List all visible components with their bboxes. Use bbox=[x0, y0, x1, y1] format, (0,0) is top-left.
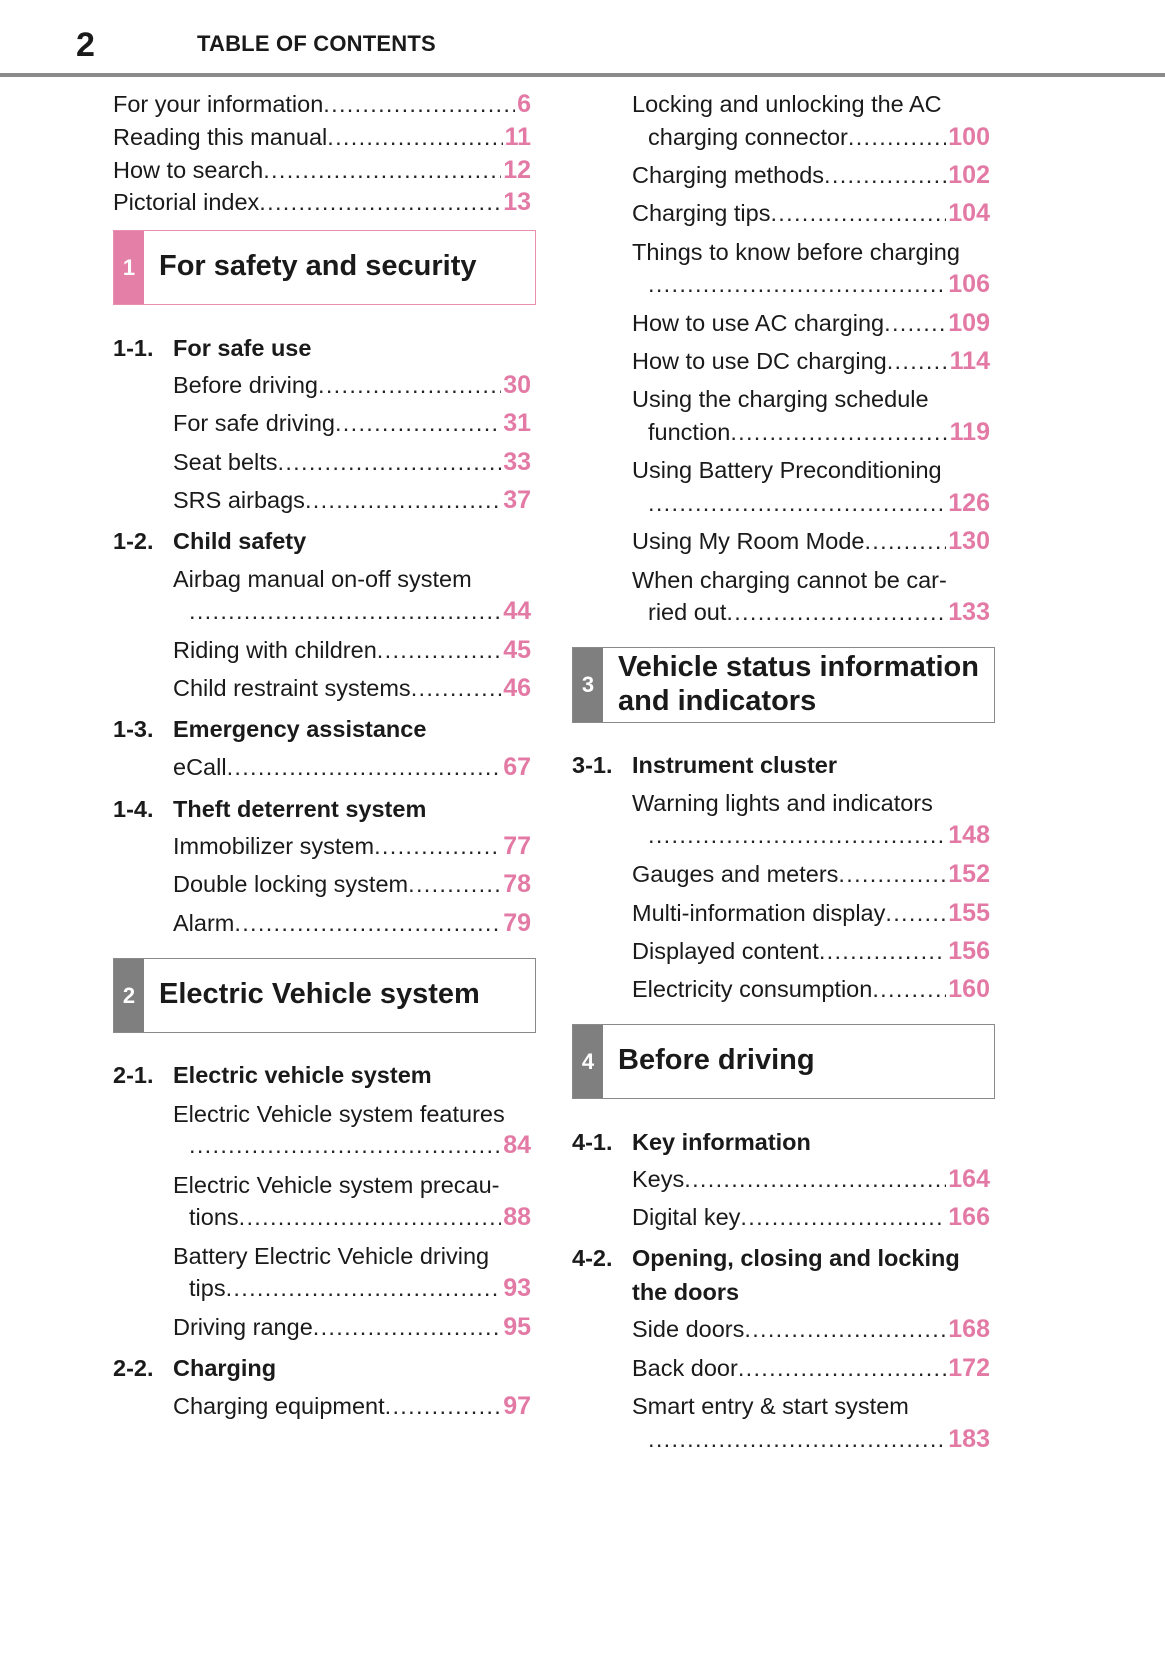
toc-entry[interactable]: Keys ..... 164 bbox=[632, 1165, 990, 1193]
section-title-line2: and indicators bbox=[618, 685, 817, 717]
leader-dots bbox=[887, 347, 948, 375]
toc-entry[interactable]: Immobilizer system ..... 77 bbox=[173, 832, 531, 860]
toc-entry-label[interactable]: Smart entry & start system bbox=[632, 1393, 909, 1419]
page-link[interactable]: 126 bbox=[948, 489, 990, 517]
toc-entry[interactable]: Displayed content ..... 156 bbox=[632, 937, 990, 965]
leader-dots bbox=[864, 527, 946, 555]
section-2-header[interactable] bbox=[113, 958, 536, 1033]
subsection-4-2[interactable]: 4-2. Opening, closing and locking bbox=[572, 1245, 960, 1271]
leader-dots bbox=[838, 860, 946, 888]
subsection-2-1[interactable]: 2-1. Electric vehicle system bbox=[113, 1062, 432, 1088]
leader-dots bbox=[408, 870, 501, 898]
leader-dots bbox=[335, 409, 501, 437]
page-link[interactable]: 6 bbox=[517, 90, 531, 118]
page-link[interactable]: 79 bbox=[503, 909, 531, 937]
leader-dots bbox=[234, 909, 501, 937]
leader-dots bbox=[318, 371, 501, 399]
leader-dots bbox=[684, 1165, 946, 1193]
page-link[interactable]: 156 bbox=[948, 937, 990, 965]
page-link[interactable]: 183 bbox=[948, 1425, 990, 1453]
toc-entry[interactable] bbox=[648, 821, 990, 849]
toc-entry[interactable]: function ..... 119 bbox=[648, 418, 990, 446]
leader-dots bbox=[385, 1392, 502, 1420]
toc-entry-for-your-information[interactable]: For your information ..... 6 bbox=[113, 90, 531, 118]
toc-entry[interactable]: Riding with children ..... 45 bbox=[173, 636, 531, 664]
toc-entry[interactable]: Double locking system ..... 78 bbox=[173, 870, 531, 898]
toc-entry[interactable]: tips ..... 93 bbox=[189, 1274, 531, 1302]
page-link[interactable]: 114 bbox=[949, 347, 990, 375]
leader-dots bbox=[744, 1315, 946, 1343]
section-4-header[interactable] bbox=[572, 1024, 995, 1099]
leader-dots bbox=[648, 1425, 946, 1453]
leader-dots bbox=[327, 123, 502, 151]
page-link[interactable]: 30 bbox=[503, 371, 531, 399]
toc-entry[interactable]: Child restraint systems ..... 46 bbox=[173, 674, 531, 702]
toc-entry-label[interactable]: Using Battery Preconditioning bbox=[632, 457, 942, 483]
toc-entry[interactable] bbox=[189, 1131, 531, 1159]
toc-entry[interactable]: tions ..... 88 bbox=[189, 1203, 531, 1231]
page-link[interactable]: 160 bbox=[948, 975, 990, 1003]
toc-entry[interactable] bbox=[189, 597, 531, 625]
page-link[interactable]: 104 bbox=[948, 199, 990, 227]
toc-entry[interactable]: eCall ..... 67 bbox=[173, 753, 531, 781]
section-1-header[interactable] bbox=[113, 230, 536, 305]
toc-entry[interactable]: ried out ..... 133 bbox=[648, 598, 990, 626]
toc-entry-label[interactable]: Using the charging schedule bbox=[632, 386, 929, 412]
page-link[interactable]: 45 bbox=[503, 636, 531, 664]
leader-dots bbox=[738, 1354, 946, 1382]
leader-dots bbox=[648, 270, 946, 298]
page-link[interactable]: 100 bbox=[948, 123, 990, 151]
toc-entry[interactable]: Electricity consumption ..... 160 bbox=[632, 975, 990, 1003]
toc-entry[interactable]: Using My Room Mode ..... 130 bbox=[632, 527, 990, 555]
leader-dots bbox=[648, 489, 946, 517]
toc-entry-label[interactable]: When charging cannot be car- bbox=[632, 567, 947, 593]
toc-entry[interactable]: Side doors ..... 168 bbox=[632, 1315, 990, 1343]
toc-entry[interactable]: How to use AC charging ..... 109 bbox=[632, 309, 990, 337]
subsection-3-1[interactable]: 3-1. Instrument cluster bbox=[572, 752, 838, 778]
toc-entry[interactable]: Charging tips ..... 104 bbox=[632, 199, 990, 227]
page-link[interactable]: 148 bbox=[948, 821, 990, 849]
leader-dots bbox=[226, 1274, 502, 1302]
toc-entry[interactable] bbox=[648, 270, 990, 298]
page-link[interactable]: 133 bbox=[948, 598, 990, 626]
section-title-line1: Vehicle status information bbox=[618, 651, 979, 683]
page-link[interactable]: 13 bbox=[503, 188, 531, 216]
leader-dots bbox=[819, 937, 946, 965]
subsection-2-2[interactable]: 2-2. Charging bbox=[113, 1355, 277, 1381]
section-number-tab: 3 bbox=[573, 648, 603, 722]
toc-entry-label[interactable]: Electric Vehicle system precau- bbox=[173, 1172, 500, 1198]
leader-dots bbox=[770, 199, 946, 227]
page-link[interactable]: 78 bbox=[503, 870, 531, 898]
toc-entry[interactable]: Back door ..... 172 bbox=[632, 1354, 990, 1382]
section-3-header[interactable] bbox=[572, 647, 995, 723]
leader-dots bbox=[374, 832, 501, 860]
page-link[interactable]: 172 bbox=[948, 1354, 990, 1382]
leader-dots bbox=[824, 161, 946, 189]
subsection-4-2-title-line2: the doors bbox=[632, 1279, 740, 1305]
page-link[interactable]: 93 bbox=[503, 1274, 531, 1302]
toc-entry-label[interactable]: Airbag manual on-off system bbox=[173, 566, 472, 592]
toc-entry[interactable]: Multi-information display ..... 155 bbox=[632, 899, 990, 927]
toc-entry[interactable]: Alarm ..... 79 bbox=[173, 909, 531, 937]
leader-dots bbox=[726, 598, 946, 626]
section-number-tab: 1 bbox=[114, 231, 144, 304]
toc-entry[interactable] bbox=[648, 1425, 990, 1453]
page-title: TABLE OF CONTENTS bbox=[197, 31, 436, 56]
leader-dots bbox=[411, 674, 502, 702]
page-link[interactable]: 67 bbox=[503, 753, 531, 781]
toc-entry[interactable]: Digital key ..... 166 bbox=[632, 1203, 990, 1231]
page-link[interactable]: 95 bbox=[503, 1313, 531, 1341]
toc-entry-label[interactable]: Warning lights and indicators bbox=[632, 790, 933, 816]
toc-entry-label[interactable]: Locking and unlocking the AC bbox=[632, 91, 942, 117]
page-link[interactable]: 102 bbox=[948, 161, 990, 189]
toc-entry[interactable]: SRS airbags ..... 37 bbox=[173, 486, 531, 514]
toc-entry-how-to-search[interactable]: How to search ..... 12 bbox=[113, 156, 531, 184]
section-number-tab: 2 bbox=[114, 959, 144, 1032]
leader-dots bbox=[884, 309, 946, 337]
page-link[interactable]: 152 bbox=[948, 860, 990, 888]
toc-entry-label[interactable]: Things to know before charging bbox=[632, 239, 960, 265]
subsection-1-1[interactable]: 1-1. For safe use bbox=[113, 335, 312, 361]
page-link[interactable]: 109 bbox=[948, 309, 990, 337]
section-title: For safety and security bbox=[159, 250, 477, 282]
leader-dots bbox=[648, 821, 946, 849]
leader-dots bbox=[263, 156, 501, 184]
toc-entry[interactable]: charging connector ..... 100 bbox=[648, 123, 990, 151]
page-link[interactable]: 12 bbox=[503, 156, 531, 184]
leader-dots bbox=[323, 90, 515, 118]
page-link[interactable]: 84 bbox=[503, 1131, 531, 1159]
leader-dots bbox=[189, 597, 501, 625]
leader-dots bbox=[377, 636, 501, 664]
toc-entry-label[interactable]: Electric Vehicle system features bbox=[173, 1101, 505, 1127]
page-link[interactable]: 88 bbox=[503, 1203, 531, 1231]
leader-dots bbox=[259, 188, 501, 216]
toc-entry[interactable] bbox=[648, 489, 990, 517]
page-link[interactable]: 33 bbox=[503, 448, 531, 476]
page-link[interactable]: 168 bbox=[948, 1315, 990, 1343]
leader-dots bbox=[239, 1203, 502, 1231]
page-link[interactable]: 106 bbox=[948, 270, 990, 298]
page-link[interactable]: 46 bbox=[503, 674, 531, 702]
page-link[interactable]: 97 bbox=[503, 1392, 531, 1420]
page-link[interactable]: 119 bbox=[949, 418, 990, 446]
leader-dots bbox=[730, 418, 947, 446]
leader-dots bbox=[189, 1131, 501, 1159]
leader-dots bbox=[305, 486, 501, 514]
toc-entry[interactable]: Seat belts ..... 33 bbox=[173, 448, 531, 476]
section-number-tab: 4 bbox=[573, 1025, 603, 1098]
toc-entry[interactable]: Charging equipment ..... 97 bbox=[173, 1392, 531, 1420]
leader-dots bbox=[872, 975, 946, 1003]
toc-entry[interactable]: Gauges and meters ..... 152 bbox=[632, 860, 990, 888]
toc-entry[interactable]: Charging methods ..... 102 bbox=[632, 161, 990, 189]
subsection-1-2[interactable]: 1-2. Child safety bbox=[113, 528, 307, 554]
toc-entry[interactable]: Driving range ..... 95 bbox=[173, 1313, 531, 1341]
subsection-1-3[interactable]: 1-3. Emergency assistance bbox=[113, 716, 427, 742]
page-number: 2 bbox=[76, 26, 95, 64]
page-link[interactable]: 164 bbox=[948, 1165, 990, 1193]
subsection-1-4[interactable]: 1-4. Theft deterrent system bbox=[113, 796, 427, 822]
toc-entry[interactable]: For safe driving ..... 31 bbox=[173, 409, 531, 437]
leader-dots bbox=[227, 753, 502, 781]
page-link[interactable]: 37 bbox=[503, 486, 531, 514]
section-title: Before driving bbox=[618, 1044, 815, 1076]
toc-entry-reading-this-manual[interactable]: Reading this manual ..... 11 bbox=[113, 123, 531, 151]
leader-dots bbox=[740, 1203, 946, 1231]
toc-entry-label[interactable]: Battery Electric Vehicle driving bbox=[173, 1243, 490, 1269]
leader-dots bbox=[885, 899, 946, 927]
leader-dots bbox=[313, 1313, 501, 1341]
page-link[interactable]: 130 bbox=[948, 527, 990, 555]
page-link[interactable]: 11 bbox=[504, 123, 531, 151]
toc-entry[interactable]: Before driving ..... 30 bbox=[173, 371, 531, 399]
subsection-4-1[interactable]: 4-1. Key information bbox=[572, 1129, 811, 1155]
toc-entry[interactable]: How to use DC charging ..... 114 bbox=[632, 347, 990, 375]
leader-dots bbox=[848, 123, 946, 151]
toc-entry-pictorial-index[interactable]: Pictorial index ..... 13 bbox=[113, 188, 531, 216]
page-link[interactable]: 44 bbox=[503, 597, 531, 625]
page-link[interactable]: 166 bbox=[948, 1203, 990, 1231]
page-link[interactable]: 31 bbox=[503, 409, 531, 437]
leader-dots bbox=[278, 448, 502, 476]
page-link[interactable]: 77 bbox=[503, 832, 531, 860]
section-title: Electric Vehicle system bbox=[159, 978, 480, 1010]
page-link[interactable]: 155 bbox=[948, 899, 990, 927]
header-rule bbox=[0, 73, 1165, 77]
